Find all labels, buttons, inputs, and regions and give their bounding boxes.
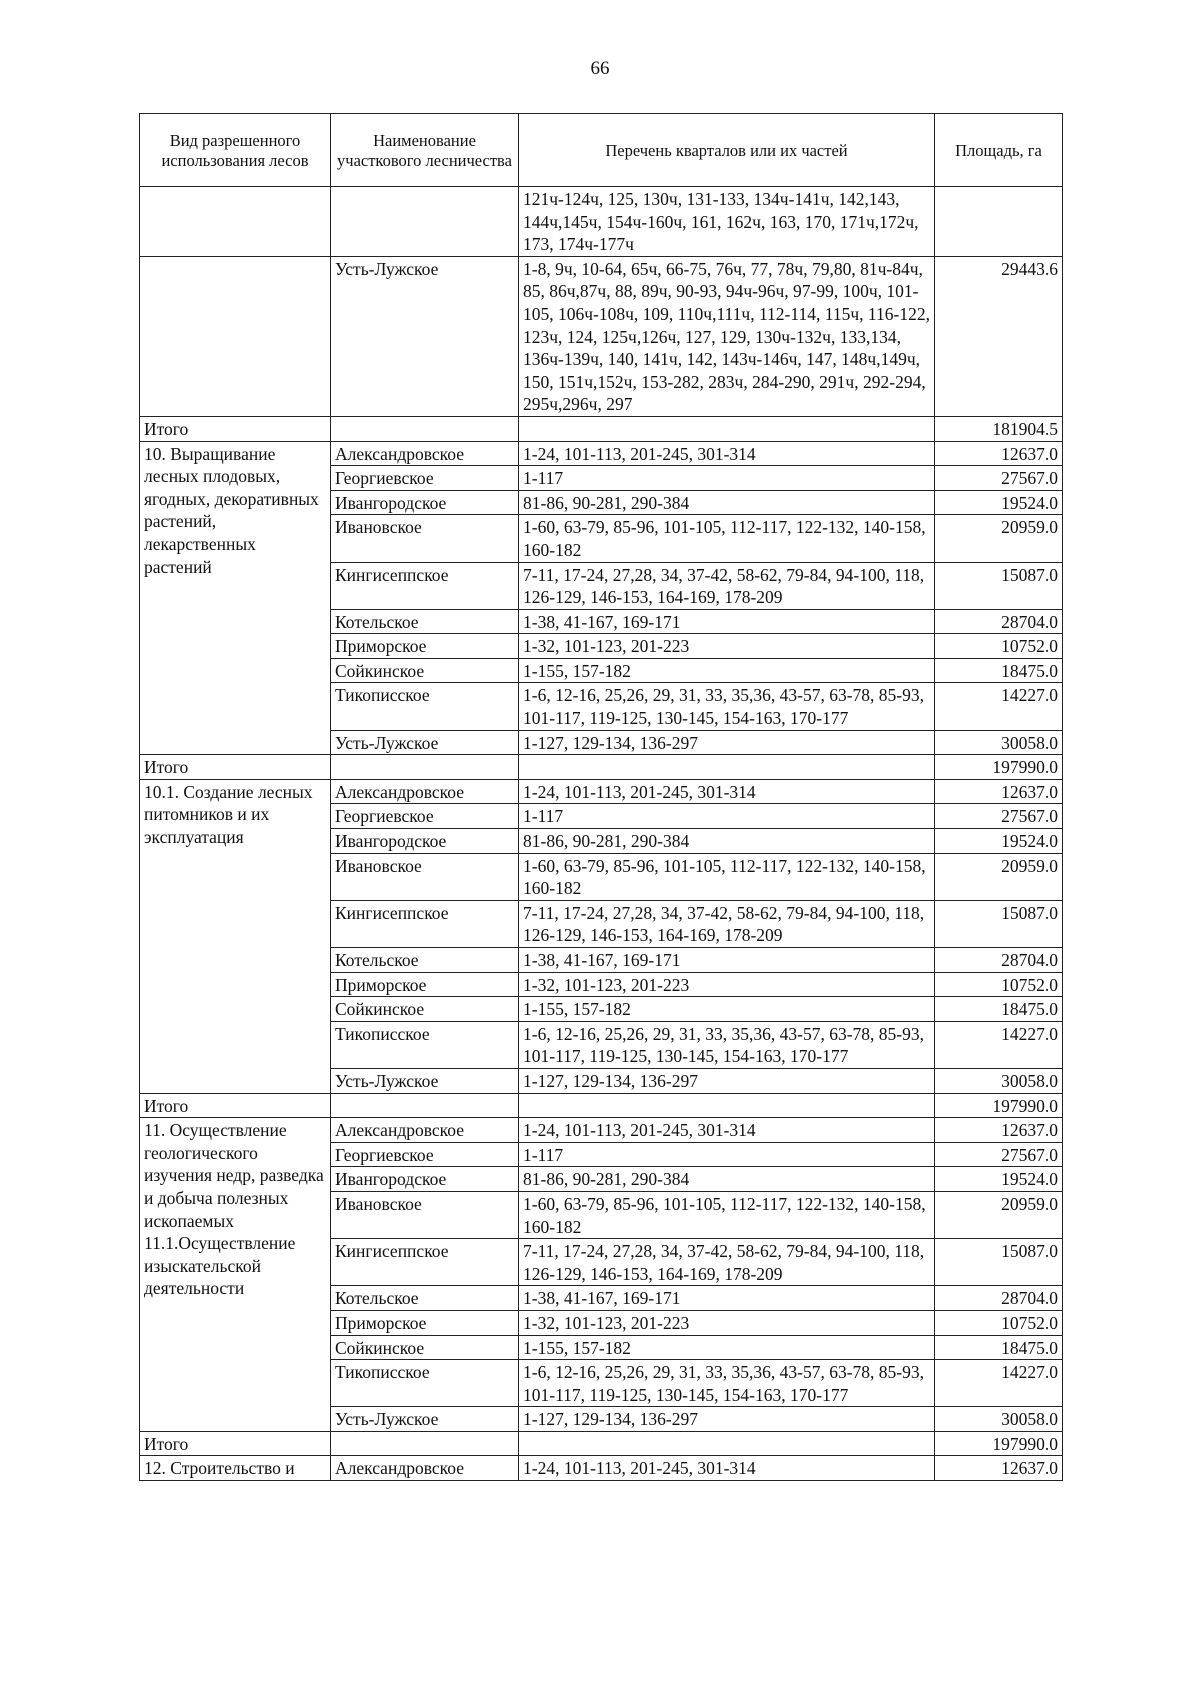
- quarters-cell: [519, 1093, 935, 1118]
- header-district: Наименование участкового лесничества: [331, 114, 519, 187]
- area-cell: 12637.0: [935, 1118, 1063, 1143]
- district-cell: Приморское: [331, 634, 519, 659]
- area-cell: 28704.0: [935, 609, 1063, 634]
- quarters-cell: 1-117: [519, 466, 935, 491]
- quarters-cell: 7-11, 17-24, 27,28, 34, 37-42, 58-62, 79-84, 94-100, 118, 126-129, 146-153, 164-169, 178-209: [519, 1239, 935, 1286]
- area-cell: 19524.0: [935, 829, 1063, 854]
- quarters-cell: 1-60, 63-79, 85-96, 101-105, 112-117, 122-132, 140-158, 160-182: [519, 853, 935, 900]
- district-cell: Усть-Лужское: [331, 730, 519, 755]
- total-row: [140, 755, 1063, 780]
- district-cell: [331, 1431, 519, 1456]
- area-cell: 27567.0: [935, 466, 1063, 491]
- area-cell: 29443.6: [935, 256, 1063, 416]
- district-cell: [331, 755, 519, 780]
- district-cell: Александровское: [331, 441, 519, 466]
- area-cell: 15087.0: [935, 1239, 1063, 1286]
- quarters-cell: 1-38, 41-167, 169-171: [519, 1286, 935, 1311]
- quarters-cell: 1-32, 101-123, 201-223: [519, 972, 935, 997]
- district-cell: Усть-Лужское: [331, 1068, 519, 1093]
- district-cell: Ивангородское: [331, 829, 519, 854]
- area-cell: 27567.0: [935, 1142, 1063, 1167]
- quarters-cell: 1-24, 101-113, 201-245, 301-314: [519, 1118, 935, 1143]
- total-area-cell: 181904.5: [935, 416, 1063, 441]
- table-row: [140, 779, 1063, 804]
- quarters-cell: 81-86, 90-281, 290-384: [519, 829, 935, 854]
- area-cell: 20959.0: [935, 515, 1063, 562]
- district-cell: Тикописское: [331, 683, 519, 730]
- area-cell: 28704.0: [935, 1286, 1063, 1311]
- district-cell: Усть-Лужское: [331, 256, 519, 416]
- table-row: [140, 187, 1063, 257]
- area-cell: 15087.0: [935, 900, 1063, 947]
- quarters-cell: 1-6, 12-16, 25,26, 29, 31, 33, 35,36, 43-57, 63-78, 85-93, 101-117, 119-125, 130-145, 154-163, 170-177: [519, 1360, 935, 1407]
- district-cell: Сойкинское: [331, 997, 519, 1022]
- area-cell: 18475.0: [935, 1335, 1063, 1360]
- total-row: [140, 1431, 1063, 1456]
- quarters-cell: 1-127, 129-134, 136-297: [519, 1407, 935, 1432]
- total-area-cell: 197990.0: [935, 1431, 1063, 1456]
- district-cell: Ивангородское: [331, 1167, 519, 1192]
- quarters-cell: 7-11, 17-24, 27,28, 34, 37-42, 58-62, 79-84, 94-100, 118, 126-129, 146-153, 164-169, 178-209: [519, 562, 935, 609]
- district-cell: Георгиевское: [331, 1142, 519, 1167]
- quarters-cell: 1-6, 12-16, 25,26, 29, 31, 33, 35,36, 43-57, 63-78, 85-93, 101-117, 119-125, 130-145, 154-163, 170-177: [519, 683, 935, 730]
- area-cell: 14227.0: [935, 1360, 1063, 1407]
- quarters-cell: 1-32, 101-123, 201-223: [519, 634, 935, 659]
- table-row: [140, 1118, 1063, 1143]
- district-cell: Ивановское: [331, 515, 519, 562]
- header-area: Площадь, га: [935, 114, 1063, 187]
- use-type-cell: 10.1. Создание лесных питомников и их эксплуатация: [140, 779, 331, 1093]
- area-cell: 30058.0: [935, 1407, 1063, 1432]
- use-type-cell: 11. Осуществление геологического изучения недр, разведка и добыча полезных ископаемых 11.1.Осуществление изыскательской деятельности: [140, 1118, 331, 1432]
- district-cell: [331, 187, 519, 257]
- district-cell: Сойкинское: [331, 658, 519, 683]
- area-cell: 28704.0: [935, 948, 1063, 973]
- area-cell: 19524.0: [935, 490, 1063, 515]
- quarters-cell: 1-60, 63-79, 85-96, 101-105, 112-117, 122-132, 140-158, 160-182: [519, 515, 935, 562]
- table-row: [140, 441, 1063, 466]
- quarters-cell: 7-11, 17-24, 27,28, 34, 37-42, 58-62, 79-84, 94-100, 118, 126-129, 146-153, 164-169, 178-209: [519, 900, 935, 947]
- header-quarters: Перечень кварталов или их частей: [519, 114, 935, 187]
- quarters-cell: 1-24, 101-113, 201-245, 301-314: [519, 1456, 935, 1481]
- total-label: Итого: [140, 1431, 331, 1456]
- area-cell: 20959.0: [935, 1191, 1063, 1238]
- quarters-cell: 1-155, 157-182: [519, 658, 935, 683]
- quarters-cell: [519, 416, 935, 441]
- area-cell: 14227.0: [935, 1021, 1063, 1068]
- district-cell: Котельское: [331, 1286, 519, 1311]
- total-row: [140, 1093, 1063, 1118]
- district-cell: Ивановское: [331, 1191, 519, 1238]
- quarters-cell: 1-60, 63-79, 85-96, 101-105, 112-117, 122-132, 140-158, 160-182: [519, 1191, 935, 1238]
- quarters-cell: [519, 1431, 935, 1456]
- area-cell: 12637.0: [935, 779, 1063, 804]
- use-type-cell: [140, 187, 331, 257]
- district-cell: Кингисеппское: [331, 562, 519, 609]
- area-cell: 19524.0: [935, 1167, 1063, 1192]
- district-cell: Александровское: [331, 1456, 519, 1481]
- area-cell: 12637.0: [935, 1456, 1063, 1481]
- quarters-cell: 81-86, 90-281, 290-384: [519, 490, 935, 515]
- table-row: [140, 1456, 1063, 1481]
- quarters-cell: 1-6, 12-16, 25,26, 29, 31, 33, 35,36, 43-57, 63-78, 85-93, 101-117, 119-125, 130-145, 154-163, 170-177: [519, 1021, 935, 1068]
- area-cell: 30058.0: [935, 1068, 1063, 1093]
- district-cell: Александровское: [331, 779, 519, 804]
- total-row: [140, 416, 1063, 441]
- district-cell: Ивангородское: [331, 490, 519, 515]
- area-cell: 12637.0: [935, 441, 1063, 466]
- quarters-cell: 1-127, 129-134, 136-297: [519, 1068, 935, 1093]
- district-cell: Сойкинское: [331, 1335, 519, 1360]
- district-cell: Тикописское: [331, 1360, 519, 1407]
- area-cell: 14227.0: [935, 683, 1063, 730]
- district-cell: Котельское: [331, 948, 519, 973]
- quarters-cell: 1-24, 101-113, 201-245, 301-314: [519, 779, 935, 804]
- district-cell: Кингисеппское: [331, 900, 519, 947]
- total-label: Итого: [140, 755, 331, 780]
- area-cell: 10752.0: [935, 634, 1063, 659]
- quarters-cell: 1-8, 9ч, 10-64, 65ч, 66-75, 76ч, 77, 78ч, 79,80, 81ч-84ч, 85, 86ч,87ч, 88, 89ч, 90-93, 94ч-96ч, 97-99, 100ч, 101-105, 106ч-108ч, 109, 110ч,111ч, 112-114, 115ч, 116-122, 123ч, 124, 125ч,126ч, 127, 129, 130ч-132ч, 133,134, 136ч-139ч, 140, 141ч, 142, 143ч-146ч, 147, 148ч,149ч, 150, 151ч,152ч, 153-282, 283ч, 284-290, 291ч, 292-294, 295ч,296ч, 297: [519, 256, 935, 416]
- district-cell: Тикописское: [331, 1021, 519, 1068]
- forest-use-table: [139, 113, 1063, 1481]
- quarters-cell: 81-86, 90-281, 290-384: [519, 1167, 935, 1192]
- header-row: [140, 114, 1063, 187]
- quarters-cell: [519, 755, 935, 780]
- quarters-cell: 1-127, 129-134, 136-297: [519, 730, 935, 755]
- district-cell: [331, 1093, 519, 1118]
- area-cell: 15087.0: [935, 562, 1063, 609]
- district-cell: Георгиевское: [331, 466, 519, 491]
- use-type-cell: 12. Строительство и: [140, 1456, 331, 1481]
- quarters-cell: 121ч-124ч, 125, 130ч, 131-133, 134ч-141ч, 142,143, 144ч,145ч, 154ч-160ч, 161, 162ч, 163, 170, 171ч,172ч, 173, 174ч-177ч: [519, 187, 935, 257]
- district-cell: Ивановское: [331, 853, 519, 900]
- district-cell: [331, 416, 519, 441]
- district-cell: Александровское: [331, 1118, 519, 1143]
- district-cell: Усть-Лужское: [331, 1407, 519, 1432]
- total-area-cell: 197990.0: [935, 755, 1063, 780]
- area-cell: 30058.0: [935, 730, 1063, 755]
- district-cell: Георгиевское: [331, 804, 519, 829]
- quarters-cell: 1-38, 41-167, 169-171: [519, 609, 935, 634]
- district-cell: Котельское: [331, 609, 519, 634]
- area-cell: 10752.0: [935, 972, 1063, 997]
- quarters-cell: 1-155, 157-182: [519, 1335, 935, 1360]
- total-label: Итого: [140, 416, 331, 441]
- quarters-cell: 1-117: [519, 804, 935, 829]
- use-type-cell: 10. Выращивание лесных плодовых, ягодных, декоративных растений, лекарственных растений: [140, 441, 331, 755]
- district-cell: Кингисеппское: [331, 1239, 519, 1286]
- quarters-cell: 1-38, 41-167, 169-171: [519, 948, 935, 973]
- quarters-cell: 1-32, 101-123, 201-223: [519, 1310, 935, 1335]
- area-cell: 18475.0: [935, 658, 1063, 683]
- quarters-cell: 1-155, 157-182: [519, 997, 935, 1022]
- district-cell: Приморское: [331, 972, 519, 997]
- use-type-cell: [140, 256, 331, 416]
- header-use-type: Вид разрешенного использования лесов: [140, 114, 331, 187]
- area-cell: 27567.0: [935, 804, 1063, 829]
- page-number: 66: [590, 58, 610, 79]
- area-cell: 18475.0: [935, 997, 1063, 1022]
- area-cell: [935, 187, 1063, 257]
- quarters-cell: 1-117: [519, 1142, 935, 1167]
- table-row: [140, 256, 1063, 416]
- area-cell: 10752.0: [935, 1310, 1063, 1335]
- total-label: Итого: [140, 1093, 331, 1118]
- quarters-cell: 1-24, 101-113, 201-245, 301-314: [519, 441, 935, 466]
- total-area-cell: 197990.0: [935, 1093, 1063, 1118]
- district-cell: Приморское: [331, 1310, 519, 1335]
- area-cell: 20959.0: [935, 853, 1063, 900]
